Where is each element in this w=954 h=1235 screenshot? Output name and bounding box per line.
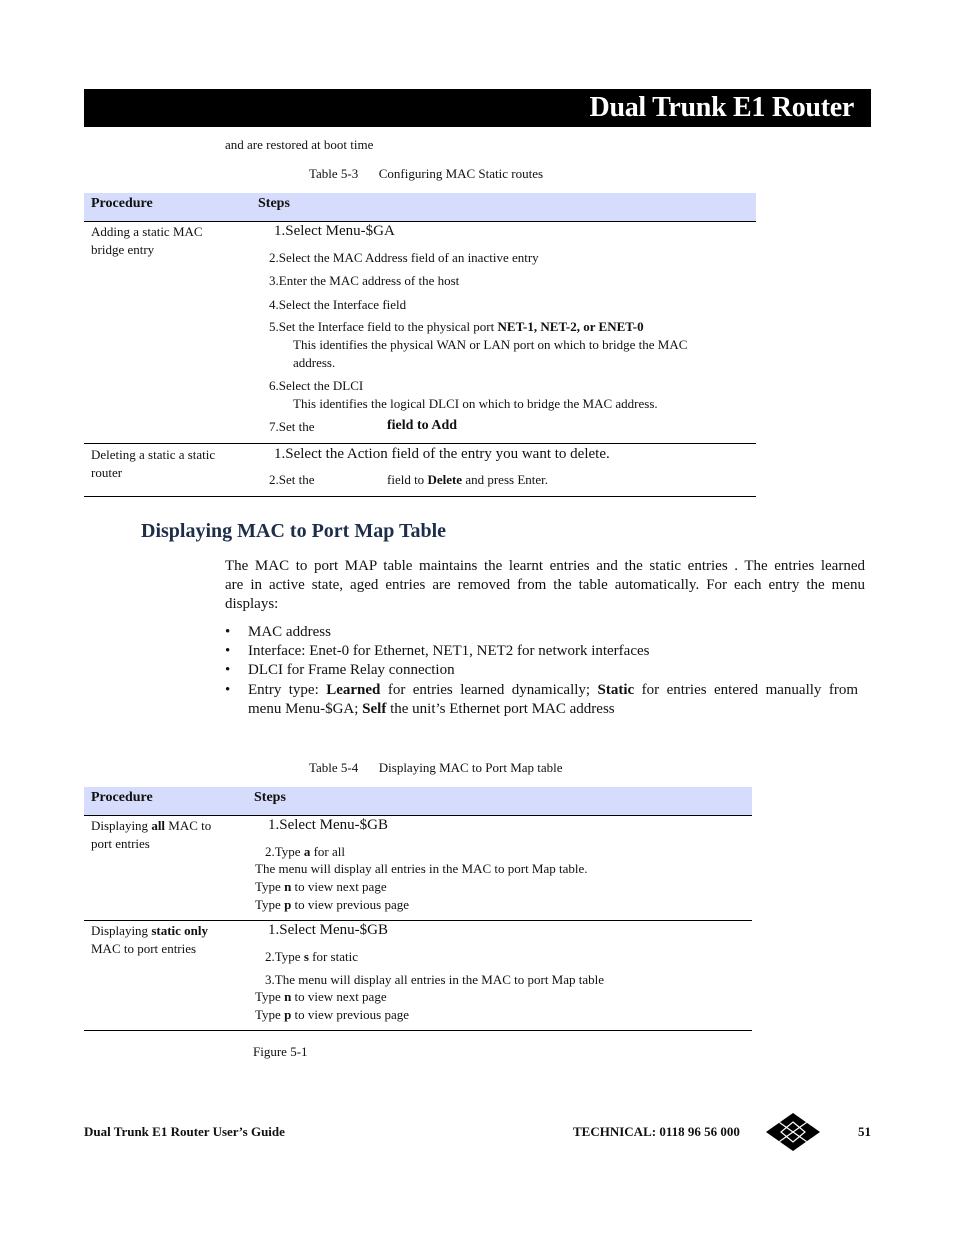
table1-row1-step5 [269, 318, 644, 336]
procedure-text: Displaying [91, 923, 152, 938]
table2-col-steps: Steps [254, 790, 286, 805]
bullet-line [248, 681, 858, 700]
table2-caption [309, 760, 563, 776]
step-text: and press Enter. [462, 472, 548, 487]
table2-row2-procedure [91, 922, 251, 958]
table2-bottom-rule [84, 1030, 752, 1031]
table1-row2-step2 [387, 471, 548, 489]
header-bar [84, 89, 871, 127]
step-text: 2.Type [265, 949, 304, 964]
port-names: NET-1, NET-2, or ENET-0 [497, 319, 644, 334]
step-text: to view next page [291, 879, 387, 894]
table1-row1-step6: 6.Select the DLCI [269, 378, 364, 393]
footer-page-number: 51 [858, 1124, 871, 1139]
procedure-line: MAC to port entries [91, 941, 197, 956]
section-paragraph [225, 557, 865, 614]
table1-row2-step2-pre: 2.Set the [269, 472, 315, 487]
black-box-logo-icon [765, 1112, 821, 1152]
bullet-entry-type [248, 681, 858, 719]
section-heading: Displaying MAC to Port Map Table [141, 520, 447, 542]
note-line: This identifies the physical WAN or LAN port on which to bridge the MAC [293, 337, 688, 352]
table2-row1-step3: The menu will display all entries in the MAC to port Map table. [255, 861, 588, 876]
step-text: Type [255, 1007, 285, 1022]
procedure-line: router [91, 465, 123, 480]
paragraph-line: The MAC to port MAP table maintains the learnt entries and the static entries . The entries learned [225, 558, 865, 574]
table1-row2-step1: 1.Select the Action field of the entry you want to delete. [274, 446, 610, 462]
bullet-interface: Interface: Enet-0 for Ethernet, NET1, NET2 for network interfaces [248, 643, 650, 659]
bullet-dlci: DLCI for Frame Relay connection [248, 662, 455, 678]
paragraph-line: are in active state, aged entries are removed from the table automatically. For each entry the menu [225, 577, 865, 593]
bullet-text: Entry type: [248, 682, 327, 698]
note-line: address. [293, 355, 336, 370]
table2-caption-title: Displaying MAC to Port Map table [378, 760, 563, 775]
step-text: Type [255, 989, 285, 1004]
learned-keyword: Learned [326, 682, 381, 698]
footer-technical: TECHNICAL: 0118 96 56 000 [573, 1124, 740, 1139]
bullet-text: the unit’s Ethernet port MAC address [386, 701, 615, 717]
self-keyword: Self [362, 701, 387, 717]
step-text: 5.Set the Interface field to the physical port [269, 319, 498, 334]
table1-caption [309, 166, 543, 182]
page-title: Dual Trunk E1 Router [589, 92, 854, 123]
table1-row1-step6-note: This identifies the logical DLCI on which to bridge the MAC address. [293, 396, 658, 411]
step-text: 2.Type [265, 844, 304, 859]
table1-row1-step5-note [293, 336, 687, 372]
key-s: s [303, 949, 309, 964]
table1-col-steps: Steps [258, 196, 290, 211]
intro-fragment: and are restored at boot time [225, 137, 374, 152]
table2-col-procedure: Procedure [91, 790, 153, 805]
procedure-text: Displaying [91, 818, 152, 833]
table1-row1-step3: 3.Enter the MAC address of the host [269, 273, 460, 288]
step-text: for static [308, 949, 358, 964]
table2-row1-procedure [91, 817, 241, 853]
table1-row1-step7-pre: 7.Set the [269, 419, 315, 434]
table1-caption-title: Configuring MAC Static routes [378, 166, 544, 181]
table1-row-divider [84, 443, 756, 444]
key-n: n [284, 989, 292, 1004]
table2-row1-step2 [265, 843, 345, 861]
table1-bottom-rule [84, 496, 756, 497]
bullet-marker: • [225, 682, 231, 698]
bullet-line [248, 700, 858, 719]
procedure-line [91, 817, 241, 835]
table1-header [84, 193, 756, 222]
table1-row1-step4: 4.Select the Interface field [269, 297, 407, 312]
step-text: for all [310, 844, 345, 859]
table2-row1-step4 [255, 878, 387, 896]
key-n: n [284, 879, 292, 894]
procedure-text: MAC to [165, 818, 212, 833]
procedure-line: bridge entry [91, 242, 155, 257]
static-keyword: Static [597, 682, 635, 698]
table2-row2-step3: 3.The menu will display all entries in the MAC to port Map table [265, 972, 605, 987]
step-text: to view next page [291, 989, 387, 1004]
procedure-line [91, 922, 251, 940]
bullet-text: for entries learned dynamically; [380, 682, 598, 698]
bullet-marker: • [225, 624, 231, 640]
step-text: to view previous page [291, 897, 409, 912]
step-text: field to [387, 472, 428, 487]
paragraph-line: displays: [225, 596, 279, 612]
bullet-marker: • [225, 643, 231, 659]
delete-keyword: Delete [427, 472, 463, 487]
table2-row-divider [84, 920, 752, 921]
table1-row1-step2: 2.Select the MAC Address field of an inactive entry [269, 250, 539, 265]
table2-row2-step2 [265, 948, 358, 966]
step-text: Type [255, 879, 285, 894]
procedure-line: Adding a static MAC [91, 224, 203, 239]
table2-row2-step1: 1.Select Menu-$GB [268, 922, 388, 938]
table1-row1-step7-bold: field to Add [387, 418, 458, 433]
key-p: p [284, 897, 292, 912]
static-only-keyword: static only [151, 923, 209, 938]
figure-caption: Figure 5-1 [253, 1044, 308, 1059]
table2-row2-step4 [255, 988, 387, 1006]
table2-header [84, 787, 752, 816]
bullet-text: for entries entered manually from [634, 682, 859, 698]
table1-row1-step1: 1.Select Menu-$GA [274, 223, 395, 239]
key-a: a [303, 844, 311, 859]
table1-caption-number: Table 5-3 [309, 166, 359, 181]
footer-guide-title: Dual Trunk E1 Router User’s Guide [84, 1124, 285, 1139]
bullet-mac-address: MAC address [248, 624, 331, 640]
step-text: to view previous page [291, 1007, 409, 1022]
procedure-line: Deleting a static a static [91, 447, 216, 462]
key-p: p [284, 1007, 292, 1022]
table1-row1-procedure [91, 223, 241, 259]
table1-row2-procedure [91, 446, 251, 482]
table2-row1-step5 [255, 896, 409, 914]
bullet-marker: • [225, 662, 231, 678]
all-keyword: all [151, 818, 166, 833]
table1-col-procedure: Procedure [91, 196, 153, 211]
bullet-text: menu Menu-$GA; [248, 701, 363, 717]
table2-caption-number: Table 5-4 [309, 760, 359, 775]
step-text: Type [255, 897, 285, 912]
table2-row2-step5 [255, 1006, 409, 1024]
table2-row1-step1: 1.Select Menu-$GB [268, 817, 388, 833]
procedure-line: port entries [91, 836, 150, 851]
